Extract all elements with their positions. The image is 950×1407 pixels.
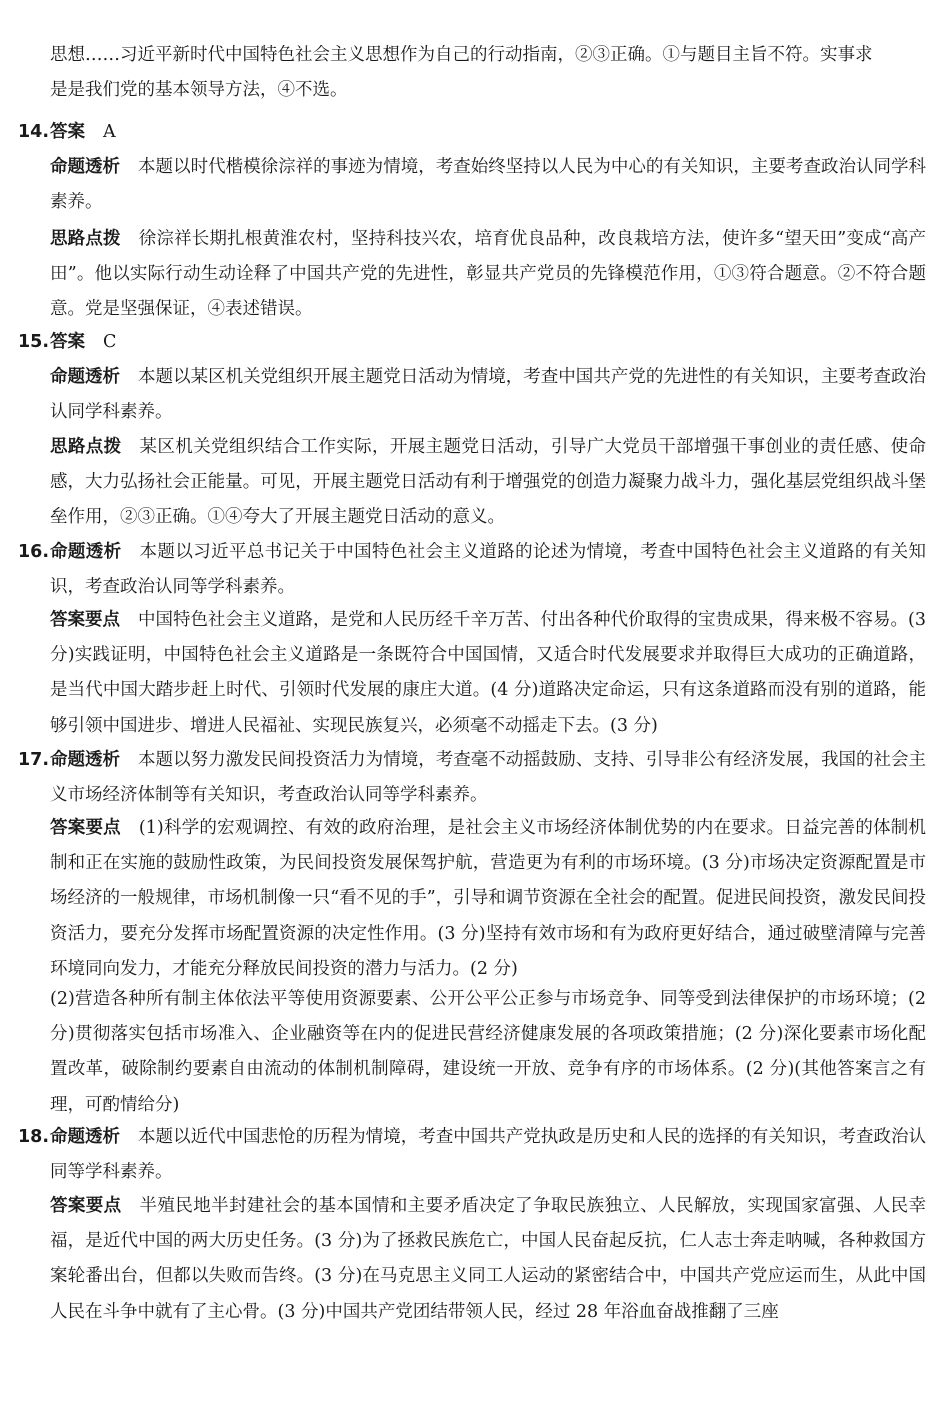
- section-text: 徐淙祥长期扎根黄淮农村，坚持科技兴农，培育优良品种，改良栽培方法，使许多“望天田”变成“高产田”。他以实际行动生动诠释了中国共产党的先进性，彰显共产党员的先锋模范作用，①③符合题意。②不符合题意。党是坚强保证，④表述错误。: [50, 229, 927, 320]
- section-label: 命题透析: [50, 750, 121, 770]
- section-text: 半殖民地半封建社会的基本国情和主要矛盾决定了争取民族独立、人民解放，实现国家富强、人民幸福，是近代中国的两大历史任务。(3 分)为了拯救民族危亡，中国人民奋起反抗，仁人志士奔走呐喊，各种救国方案轮番出台，但都以失败而告终。(3 分)在马克思主义同工人运动的紧密结合中，中国共产党应运而生，从此中国人民在斗争中就有了主心骨。(3 分)中国共产党团结带领人民，经过 28 年浴血奋战推翻了三座: [50, 1196, 926, 1322]
- section-label: 命题透析: [50, 157, 121, 177]
- section-text: (2)营造各种所有制主体依法平等使用资源要素、公开公平公正参与市场竞争、同等受到法律保护的市场环境；(2 分)贯彻落实包括市场准入、企业融资等在内的促进民营经济健康发展的各项政策措施；(2 分)深化要素市场化配置改革，破除制约要素自由流动的体制机制障碍，建设统一开放、竞争有序的市场体系。(2 分)(其他答案言之有理，可酌情给分): [50, 989, 926, 1115]
- question-14-number: 14.: [18, 122, 50, 142]
- question-18-key-points: [50, 1189, 926, 1329]
- section-text: 本题以近代中国悲怆的历程为情境，考查中国共产党执政是历史和人民的选择的有关知识，考查政治认同等学科素养。: [50, 1127, 927, 1183]
- section-text: 本题以努力激发民间投资活力为情境，考查毫不动摇鼓励、支持、引导非公有经济发展，我国的社会主义市场经济体制等有关知识，考查政治认同等学科素养。: [50, 750, 927, 806]
- section-label: 答案要点: [50, 1196, 122, 1216]
- question-16-key-points: [50, 603, 926, 744]
- question-17-part-2: [50, 982, 926, 1123]
- question-18-number: 18.: [18, 1127, 50, 1147]
- section-label: 思路点拨: [50, 229, 121, 249]
- section-text: 本题以习近平总书记关于中国特色社会主义道路的论述为情境，考查中国特色社会主义道路的有关知识，考查政治认同等学科素养。: [50, 542, 927, 598]
- question-17-key-points: [50, 811, 926, 987]
- question-15-number: 15.: [18, 332, 50, 352]
- section-label: 答案要点: [50, 610, 121, 630]
- section-text: 本题以某区机关党组织开展主题党日活动为情境，考查中国共产党的先进性的有关知识，主要考查政治认同学科素养。: [50, 367, 927, 423]
- section-text: 某区机关党组织结合工作实际，开展主题党日活动，引导广大党员干部增强干事创业的责任感、使命感，大力弘扬社会正能量。可见，开展主题党日活动有利于增强党的创造力凝聚力战斗力，强化基层党组织战斗堡垒作用，②③正确。①④夸大了开展主题党日活动的意义。: [50, 437, 927, 528]
- question-17-analysis: [50, 743, 926, 813]
- answer-value: C: [103, 332, 117, 352]
- section-text: 中国特色社会主义道路，是党和人民历经千辛万苦、付出各种代价取得的宝贵成果，得来极不容易。(3 分)实践证明，中国特色社会主义道路是一条既符合中国国情，又适合时代发展要求并取得巨大成功的正确道路，是当代中国大踏步赶上时代、引领时代发展的康庄大道。(4 分)道路决定命运，只有这条道路而没有别的道路，能够引领中国进步、增进人民福祉、实现民族复兴，必须毫不动摇走下去。(3 分): [50, 610, 927, 736]
- question-14-answer: [50, 115, 926, 150]
- question-17-number: 17.: [18, 750, 50, 770]
- answer-label: 答案: [50, 332, 85, 352]
- carryover-text: [50, 38, 926, 108]
- question-15-reasoning: [50, 430, 926, 536]
- question-16-analysis: [50, 535, 926, 605]
- section-label: 命题透析: [50, 1127, 121, 1147]
- question-14-analysis: [50, 150, 926, 220]
- answer-label: 答案: [50, 122, 85, 142]
- question-16-number: 16.: [18, 542, 50, 562]
- section-label: 思路点拨: [50, 437, 122, 457]
- question-14-reasoning: [50, 222, 926, 328]
- question-15-answer: [50, 325, 926, 360]
- question-18-analysis: [50, 1120, 926, 1190]
- section-text: (1)科学的宏观调控、有效的政府治理，是社会主义市场经济体制优势的内在要求。日益完善的体制机制和正在实施的鼓励性政策，为民间投资发展保驾护航，营造更为有利的市场环境。(3 分)市场决定资源配置是市场经济的一般规律，市场机制像一只“看不见的手”，引导和调节资源在全社会的配置。促进民间投资，激发民间投资活力，要充分发挥市场配置资源的决定性作用。(3 分)坚持有效市场和有为政府更好结合，通过破壁清障与完善环境同向发力，才能充分释放民间投资的潜力与活力。(2 分): [50, 818, 926, 979]
- section-label: 命题透析: [50, 367, 121, 387]
- section-label: 答案要点: [50, 818, 121, 838]
- carryover-line-1: 思想……习近平新时代中国特色社会主义思想作为自己的行动指南，②③正确。①与题目主旨不符。实事求: [50, 45, 873, 65]
- carryover-line-2: 是是我们党的基本领导方法，④不选。: [50, 80, 348, 101]
- section-text: 本题以时代楷模徐淙祥的事迹为情境，考查始终坚持以人民为中心的有关知识，主要考查政治认同学科素养。: [50, 157, 927, 213]
- answer-value: A: [103, 122, 116, 142]
- question-15-analysis: [50, 360, 926, 430]
- section-label: 命题透析: [50, 542, 122, 562]
